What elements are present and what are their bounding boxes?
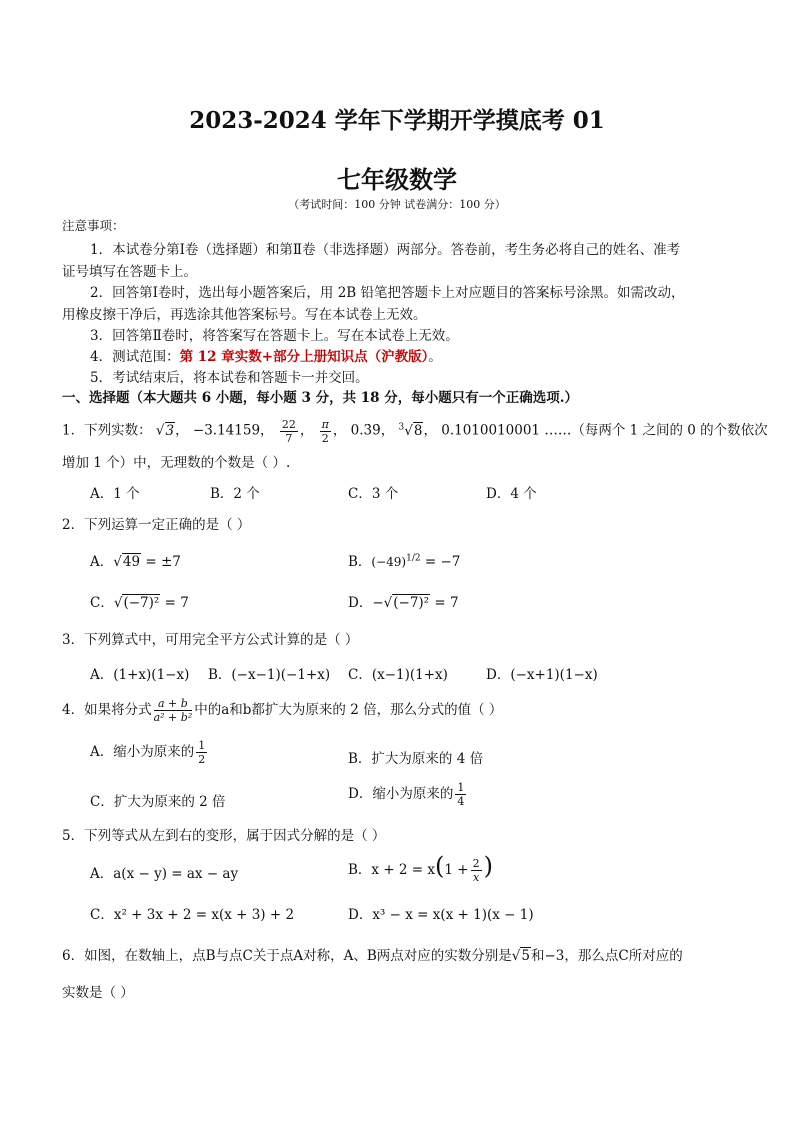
q1-option-d[interactable]: D．4 个 xyxy=(486,486,537,502)
q3-option-c[interactable]: C．(x−1)(1+x) xyxy=(348,667,448,683)
q1-frac-pi-2: $\frac{\pi}{2}$ xyxy=(321,417,329,445)
q1-option-c[interactable]: C．3 个 xyxy=(348,486,399,502)
q1-line2: 增加 1 个）中，无理数的个数是（ ）. xyxy=(62,455,291,471)
note-1a: 1．本试卷分第Ⅰ卷（选择题）和第Ⅱ卷（非选择题）两部分。答卷前，考生务必将自己的姓名、准考 xyxy=(90,242,681,258)
q2-option-b[interactable]: B．$(-49)^{1/2} = -7$ xyxy=(348,553,461,570)
q2-option-d[interactable]: D．−√(−7)² = 7 xyxy=(348,595,459,611)
q5-stem: 5．下列等式从左到右的变形，属于因式分解的是（ ） xyxy=(62,828,386,844)
q4-option-c[interactable]: C．扩大为原来的 2 倍 xyxy=(90,794,226,810)
q1-option-b[interactable]: B．2 个 xyxy=(210,486,260,502)
q2-option-c[interactable]: C．√(−7)² = 7 xyxy=(90,595,189,611)
q3-option-d[interactable]: D．(−x+1)(1−x) xyxy=(486,667,598,683)
q6-line1: 6．如图，在数轴上，点B与点C关于点A对称，A、B两点对应的实数分别是√5和−3，那么点C所对应的 xyxy=(62,948,683,964)
q5-option-a[interactable]: A．a(x − y) = ax − ay xyxy=(90,866,239,882)
q1-n2: −3.14159 xyxy=(192,422,261,439)
q4-stem: 4．如果将分式 $\frac{a + b}{\text{a² + b²}}$ 中的a和b都扩大为原来的 2 倍，那么分式的值（ ） xyxy=(62,697,503,724)
q1-n7: 0.1010010001 ……（每两个 1 之间的 0 的个数依次 xyxy=(441,422,768,439)
note-5: 5．考试结束后，将本试卷和答题卡一并交回。 xyxy=(90,370,369,386)
q4-option-d[interactable]: D．缩小为原来的 $\frac{1}{4}$ xyxy=(348,781,465,808)
q3-stem: 3．下列算式中，可用完全平方公式计算的是（ ） xyxy=(62,632,359,648)
note-2b: 用橡皮擦干净后，再选涂其他答案标号。写在本试卷上无效。 xyxy=(62,307,427,323)
q4-fraction: $\frac{a + b}{\text{a² + b²}}$ xyxy=(153,697,193,724)
q1-sqrt3: √3 xyxy=(155,422,175,439)
q2-stem: 2．下列运算一定正确的是（ ） xyxy=(62,517,251,533)
note-4-prefix: 4．测试范围： xyxy=(90,349,180,365)
q3-option-b[interactable]: B．(−x−1)(−1+x) xyxy=(208,667,331,683)
note-2a: 2．回答第Ⅰ卷时，选出每小题答案后，用 2B 铅笔把答题卡上对应题目的答案标号涂黑。如需改动， xyxy=(90,285,685,301)
q5-option-b[interactable]: B．x + 2 = x(1 + $\frac{2}{x}$ ) xyxy=(348,852,493,884)
q3-option-a[interactable]: A．(1+x)(1−x) xyxy=(90,667,190,683)
q1-cbrt8: $^3$√8 xyxy=(398,422,423,439)
q4-option-b[interactable]: B．扩大为原来的 4 倍 xyxy=(348,751,484,767)
q5-option-d[interactable]: D．x³ − x = x(x + 1)(x − 1) xyxy=(348,907,534,923)
note-4-suffix: 。 xyxy=(428,349,442,365)
q1-n5: 0.3̇9̇ xyxy=(350,422,381,439)
test-range: 第 12 章实数+部分上册知识点（沪教版） xyxy=(179,349,429,365)
q1-option-a[interactable]: A．1 个 xyxy=(90,486,140,502)
q6-line2: 实数是（ ） xyxy=(62,985,134,1001)
q1-line1: 1．下列实数： √3， −3.14159， $\frac{22}{7}$ ， $\frac{\pi}{2}$ ， 0.3̇9̇， $^3$√8， 0.1010010001 ……（每两个 1 之间的 0 的个数依次 xyxy=(62,417,768,445)
exam-info: （考试时间：100 分钟 试卷满分：100 分） xyxy=(288,198,506,211)
section-heading: 一、选择题（本大题共 6 小题，每小题 3 分，共 18 分，每小题只有一个正确选项.） xyxy=(62,390,578,406)
q4-option-a[interactable]: A．缩小为原来的 $\frac{1}{2}$ xyxy=(90,739,206,766)
note-1b: 证号填写在答题卡上。 xyxy=(62,264,197,280)
q5-option-c[interactable]: C．x² + 3x + 2 = x(x + 3) + 2 xyxy=(90,907,295,923)
q1-frac-22-7: $\frac{22}{7}$ xyxy=(281,417,296,445)
q2-option-a[interactable]: A．√49 = ±7 xyxy=(90,554,181,570)
q1-prefix: 1．下列实数： xyxy=(62,422,152,439)
exam-title: 2023-2024 学年下学期开学摸底考 01 xyxy=(189,107,605,134)
notes-heading: 注意事项： xyxy=(62,218,125,233)
note-4 xyxy=(90,345,442,365)
subject-title: 七年级数学 xyxy=(337,165,457,194)
note-3: 3．回答第Ⅱ卷时，将答案写在答题卡上。写在本试卷上无效。 xyxy=(90,328,459,344)
